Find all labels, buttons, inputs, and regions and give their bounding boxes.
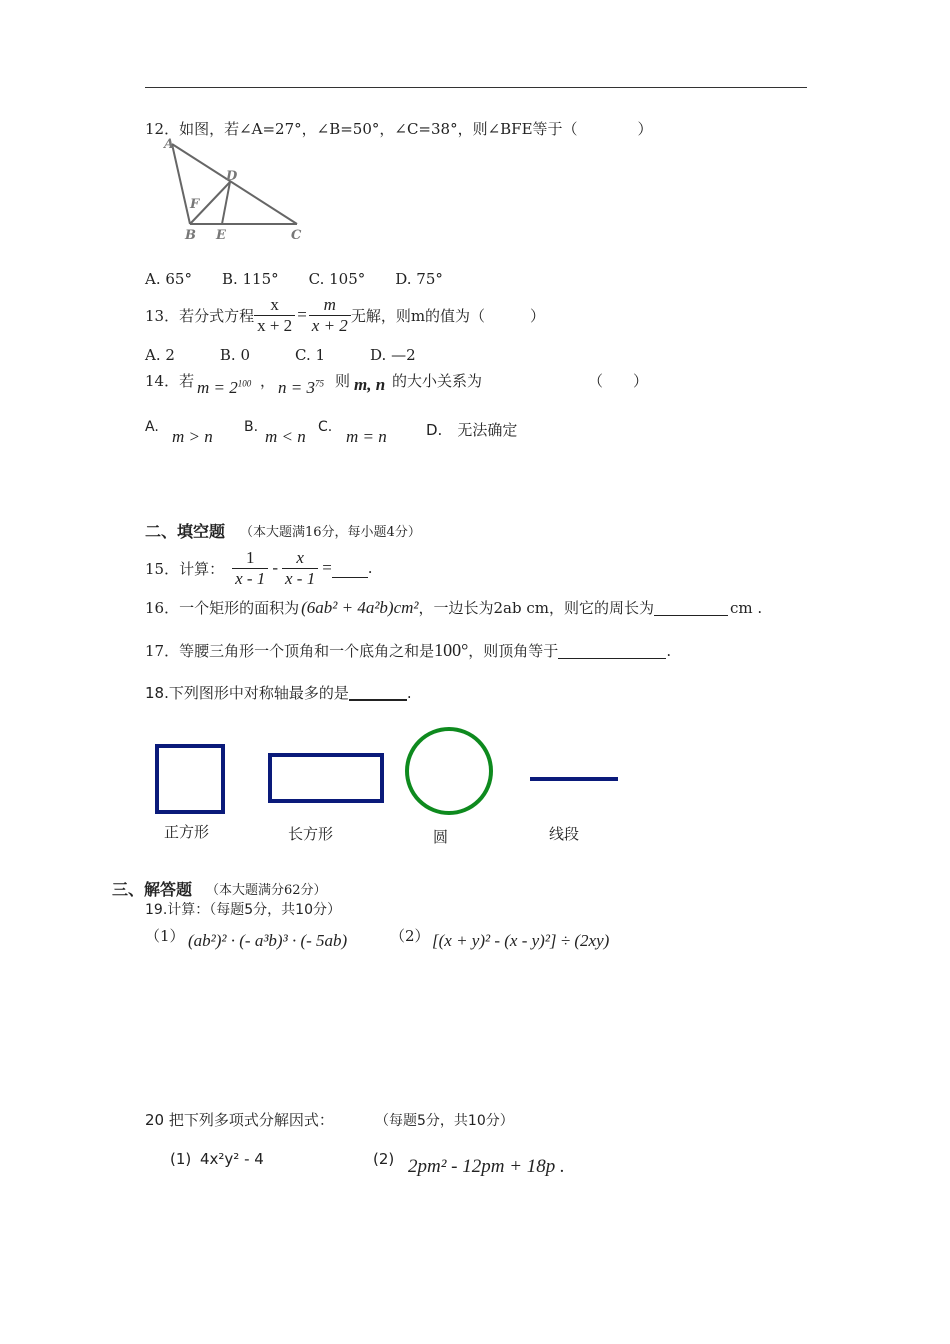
q15-answer-blank xyxy=(332,559,368,578)
q14-suffix: 的大小关系为 xyxy=(392,372,483,390)
q13-num2: m xyxy=(309,295,351,316)
q18-line xyxy=(145,682,412,703)
q18-end: . xyxy=(406,683,412,702)
q16-answer-blank xyxy=(654,599,728,616)
q15-end: . xyxy=(367,559,373,577)
label-c: C xyxy=(291,228,302,243)
q12-triangle-figure xyxy=(160,138,310,246)
q15-num1: 1 xyxy=(232,548,268,569)
q14-opt-d: D. 无法确定 xyxy=(426,421,518,439)
q19-title: 19.计算：（每题5分，共10分） xyxy=(145,902,341,918)
q20-note: （每题5分，共10分） xyxy=(375,1113,514,1129)
q17-angle: 100° xyxy=(434,640,469,660)
q14-opt-a-expr: m > n xyxy=(172,427,213,446)
q15-fraction-1 xyxy=(232,548,268,588)
shape-label-segment: 线段 xyxy=(549,825,580,843)
q14-n-expr: $n = 3^{75}$ xyxy=(278,378,324,397)
q12-stem: 12．如图，若∠A=27°，∠B=50°，∠C=38°，则∠BFE等于（ ） xyxy=(145,120,653,138)
q15-minus: - xyxy=(272,558,278,577)
q13-eq: = xyxy=(297,305,307,324)
q18-shapes xyxy=(150,722,630,822)
shape-label-circle: 圆 xyxy=(433,828,449,846)
q13-num1: x xyxy=(254,295,295,316)
square-shape xyxy=(157,746,223,812)
q13-options: A. 2 B. 0 C. 1 D. —2 xyxy=(145,346,416,364)
q20-part2-label: (2) xyxy=(373,1150,395,1168)
q14-opt-a-label: A. xyxy=(145,419,159,435)
header-rule xyxy=(145,87,807,88)
q15-num2: x xyxy=(282,548,318,569)
section3-title: 三、解答题 xyxy=(112,880,193,899)
line-ac xyxy=(172,144,297,224)
q17-end: . xyxy=(666,641,672,660)
q16-mid: ，一边长为2ab cm，则它的周长为 xyxy=(418,599,654,617)
q16-expr: (6ab² + 4a²b)cm² xyxy=(301,597,419,617)
q18-text: 18.下列图形中对称轴最多的是 xyxy=(145,684,349,702)
q14-paren: （ ） xyxy=(588,372,649,390)
q14-opt-c-expr: m = n xyxy=(346,427,387,446)
q14-m-expr: $m = 2^{100}$ xyxy=(197,378,252,397)
label-f: F xyxy=(190,197,200,212)
q14-opt-c-label: C. xyxy=(318,419,333,435)
circle-shape xyxy=(407,729,491,813)
label-e: E xyxy=(216,228,226,243)
q18-answer-blank xyxy=(349,685,407,701)
q14-comma: ， xyxy=(260,372,276,390)
q16-prefix: 16．一个矩形的面积为 xyxy=(145,599,300,617)
label-a: A xyxy=(164,138,175,152)
label-d: D xyxy=(226,169,238,184)
q14-opt-b-label: B. xyxy=(244,419,259,435)
q13-fraction-1 xyxy=(254,295,295,335)
q15-fraction-2 xyxy=(282,548,318,588)
shape-label-square: 正方形 xyxy=(164,823,210,841)
line-ab xyxy=(172,144,190,224)
q14-mn: m, n xyxy=(354,375,386,394)
q13-prefix: 13．若分式方程 xyxy=(145,306,255,325)
q16-line xyxy=(145,597,762,618)
q17-line xyxy=(145,640,671,661)
q19-part2-label: （2） xyxy=(390,927,430,945)
q13-line xyxy=(145,291,545,339)
q14-then: 则 xyxy=(335,372,351,390)
q13-den2: x + 2 xyxy=(311,315,348,335)
q12-options: A. 65° B. 115° C. 105° D. 75° xyxy=(145,270,443,288)
q14-m-exp: 100 xyxy=(237,378,252,389)
q20-title: 20 把下列多项式分解因式： xyxy=(145,1111,334,1129)
q20-part2-expr: 2pm² - 12pm + 18p . xyxy=(408,1156,565,1177)
q19-part1-expr: (ab²)² · (- a³b)³ · (- 5ab) xyxy=(188,931,348,950)
q14-prefix: 14．若 xyxy=(145,372,195,390)
q17-suffix: ，则顶角等于 xyxy=(468,642,559,660)
q20-part1-expr: 4x²y² - 4 xyxy=(200,1150,264,1168)
q19-part2-expr: [(x + y)² - (x - y)²] ÷ (2xy) xyxy=(432,931,610,950)
q13-fraction-2 xyxy=(309,295,351,335)
q14-n-exp: 75 xyxy=(314,378,324,389)
q15-eq: = xyxy=(322,558,332,577)
q17-answer-blank xyxy=(558,642,666,659)
label-b: B xyxy=(185,228,196,243)
q19-part1-label: （1） xyxy=(145,927,185,945)
rectangle-shape xyxy=(270,755,382,801)
q17-prefix: 17．等腰三角形一个顶角和一个底角之和是 xyxy=(145,642,435,660)
q13-suffix: 无解，则m的值为（ ） xyxy=(350,306,546,325)
q13-den1: x + 2 xyxy=(257,315,293,335)
q16-unit: cm . xyxy=(729,598,763,617)
section2-note: （本大题满16分，每小题4分） xyxy=(240,525,421,540)
section2-title: 二、填空题 xyxy=(145,522,226,541)
q15-line xyxy=(145,544,373,592)
q15-den1: x - 1 xyxy=(235,568,266,588)
q20-part1-label: (1) xyxy=(170,1150,192,1168)
q15-prefix: 15．计算： xyxy=(145,559,225,578)
shape-label-rectangle: 长方形 xyxy=(288,825,334,843)
section3-note: （本大题满分62分） xyxy=(206,883,327,898)
q14-opt-b-expr: m < n xyxy=(265,427,306,446)
q15-den2: x - 1 xyxy=(284,568,316,588)
